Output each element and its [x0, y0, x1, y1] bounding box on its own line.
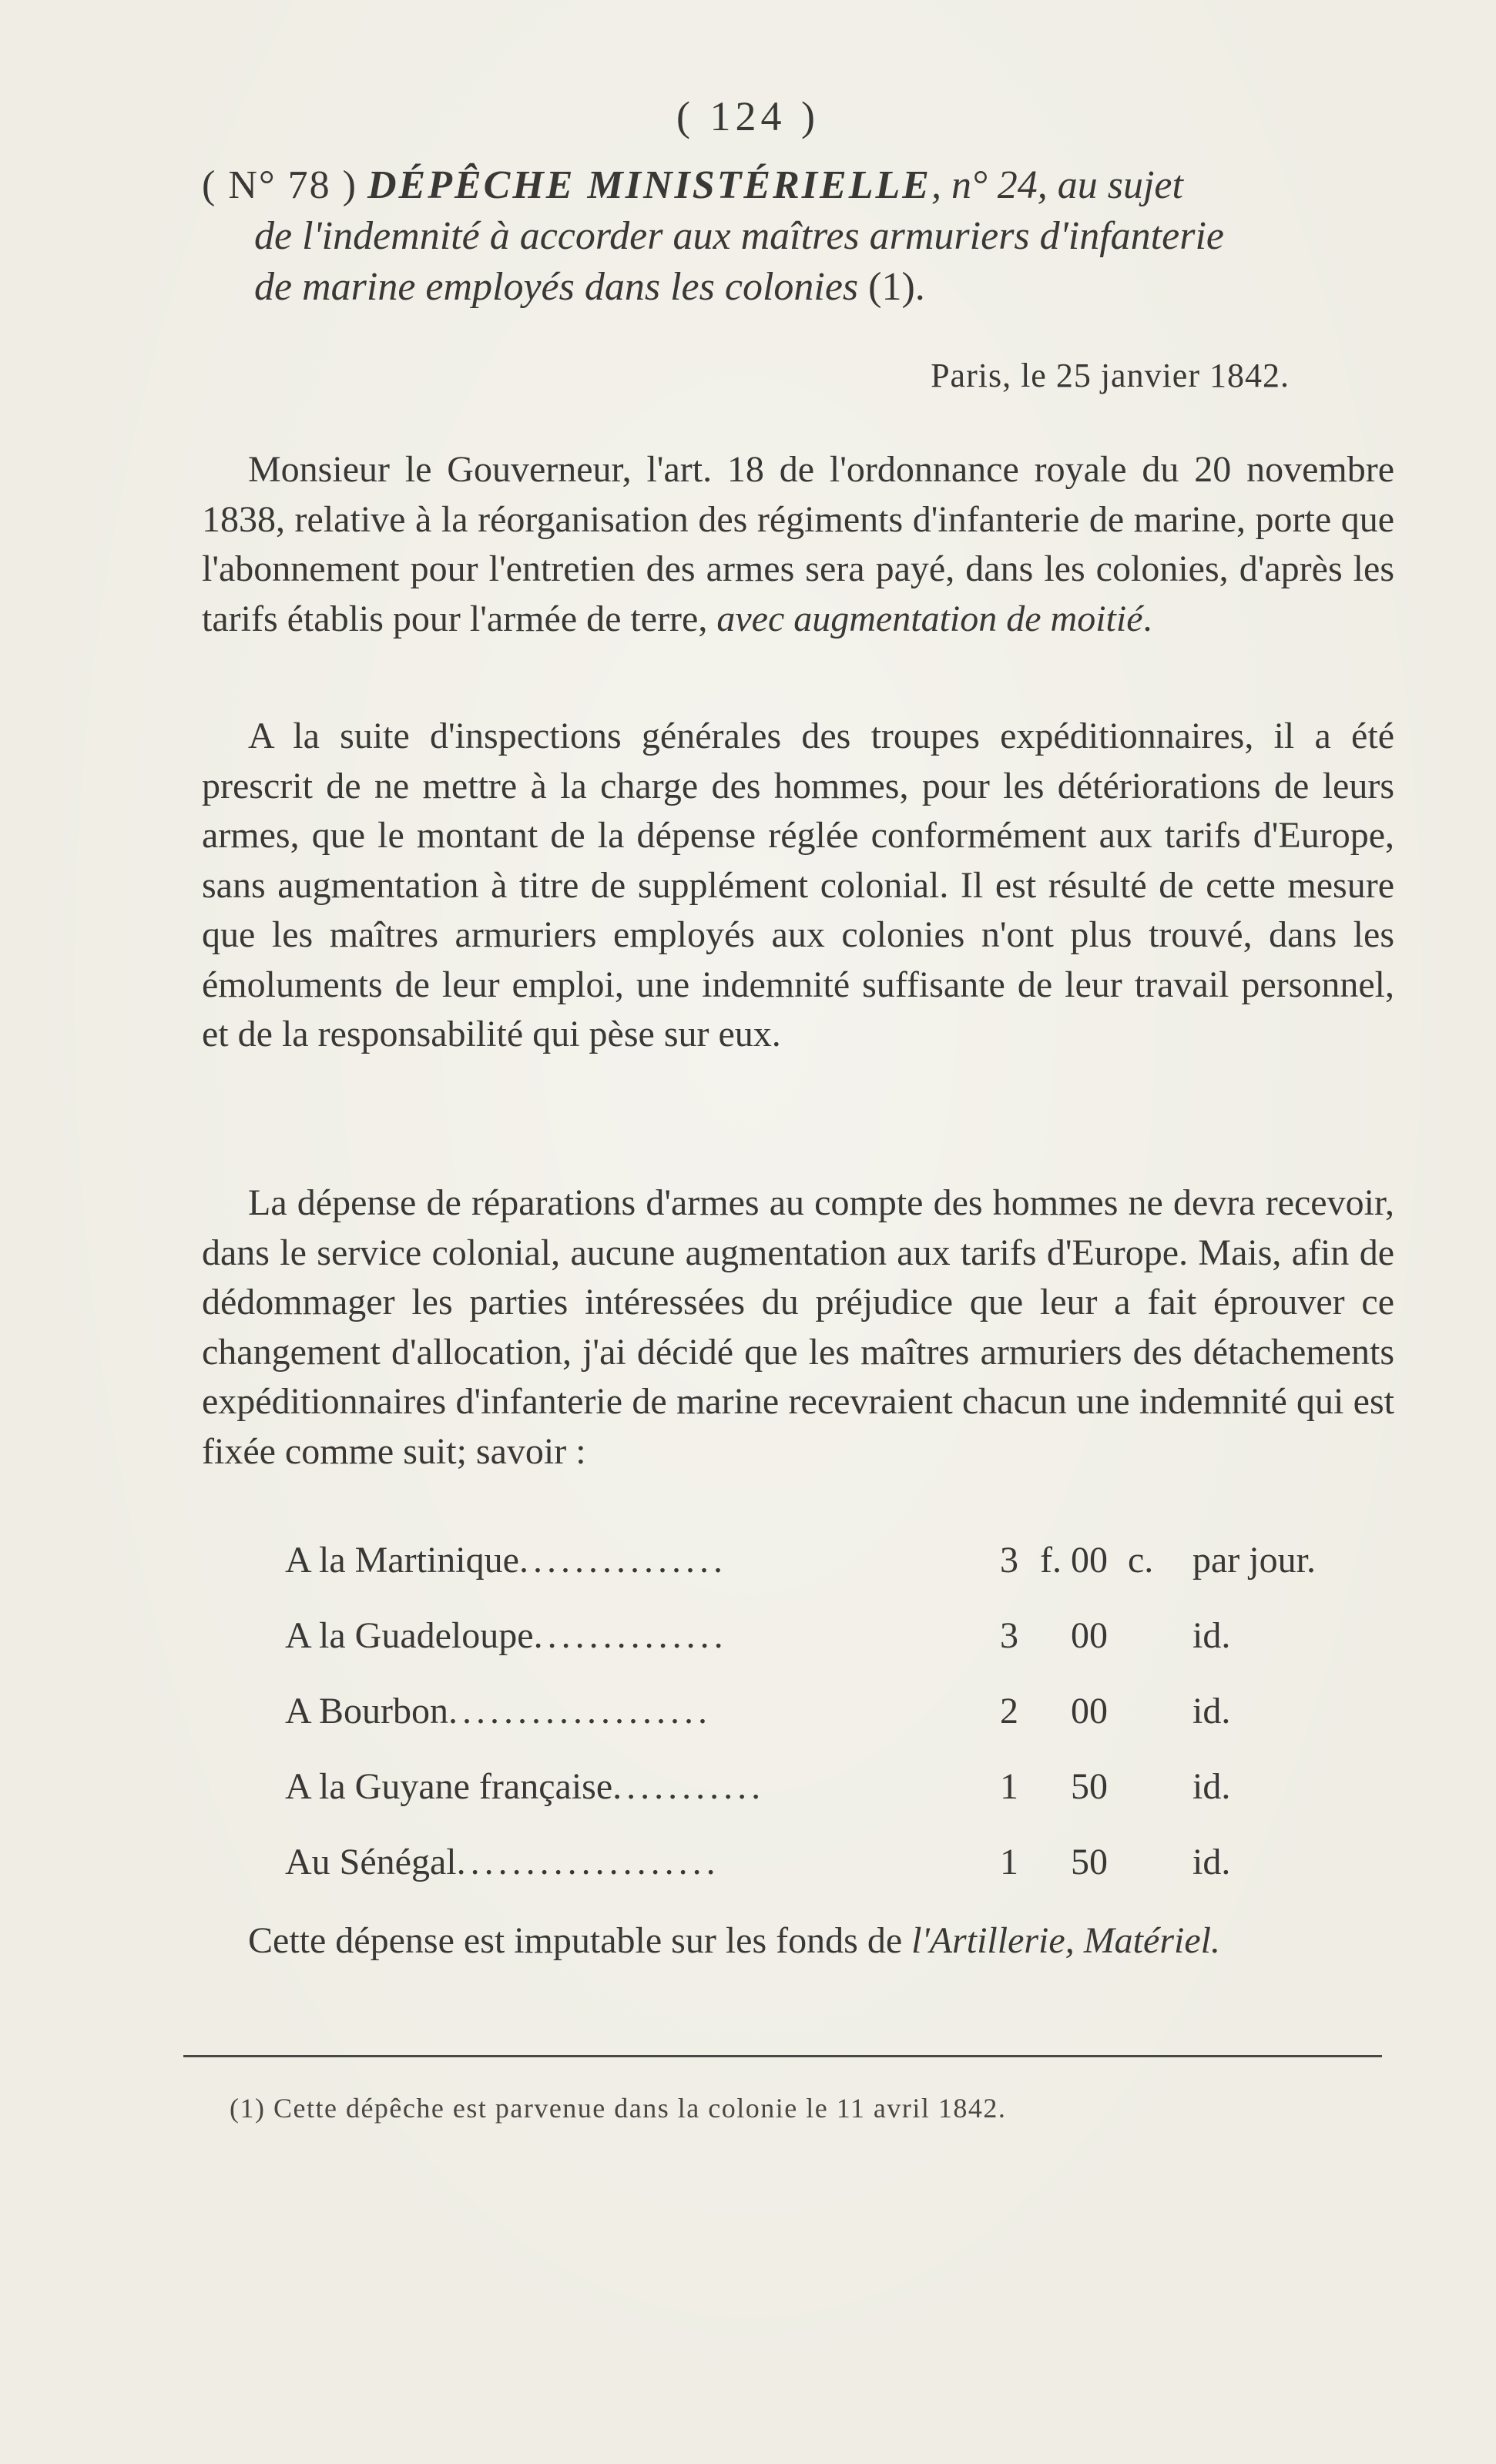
rate-period: id.	[1192, 1615, 1231, 1656]
rate-franc-unit: f.	[1040, 1540, 1062, 1581]
rate-place: A la Guyane française...........	[285, 1766, 766, 1807]
rate-place: Au Sénégal...................	[285, 1842, 720, 1882]
dispatch-title: DÉPÊCHE MINISTÉRIELLE	[367, 163, 931, 207]
rate-francs: 2	[1000, 1691, 1018, 1732]
rate-row	[285, 1841, 1402, 1916]
rate-centimes: 50	[1071, 1766, 1108, 1807]
paragraph-4-italic: l'Artillerie, Matériel.	[911, 1920, 1220, 1961]
dot-leader: ...............	[518, 1540, 727, 1581]
heading-line-3-italic: de marine employés dans les colonies	[254, 265, 859, 309]
paragraph-3	[202, 1178, 1394, 1477]
dot-leader: ..............	[533, 1615, 728, 1656]
rate-row	[285, 1765, 1402, 1841]
rate-row	[285, 1690, 1402, 1765]
heading-line-1	[202, 160, 1404, 211]
dispatch-ref: , n° 24,	[931, 163, 1048, 207]
heading-line-3	[202, 262, 1404, 313]
paragraph-1	[202, 445, 1394, 644]
heading-line-2: de l'indemnité à accorder aux maîtres armuriers d'infanterie	[254, 214, 1224, 258]
rate-place: A la Guadeloupe..............	[285, 1615, 728, 1656]
rate-centimes: 00	[1071, 1691, 1108, 1732]
dot-leader: ...................	[448, 1691, 713, 1732]
rate-place: A la Martinique...............	[285, 1540, 727, 1581]
paragraph-1-italic: avec augmentation de moitié	[716, 598, 1143, 639]
rate-period: id.	[1192, 1691, 1231, 1732]
dot-leader: ...................	[456, 1842, 720, 1882]
paragraph-1-end: .	[1142, 598, 1152, 639]
rate-row	[285, 1614, 1402, 1690]
rate-francs: 1	[1000, 1766, 1018, 1807]
paragraph-2	[202, 712, 1394, 1060]
heading-subject-start: au sujet	[1057, 163, 1183, 207]
rate-period: par jour.	[1192, 1540, 1316, 1581]
rate-francs: 1	[1000, 1842, 1018, 1882]
rate-place: A Bourbon...................	[285, 1691, 713, 1732]
dateline: Paris, le 25 janvier 1842.	[931, 357, 1290, 394]
dispatch-number: ( N° 78 )	[202, 163, 357, 207]
rate-period: id.	[1192, 1766, 1231, 1807]
rate-francs: 3	[1000, 1540, 1018, 1581]
rates-table	[285, 1539, 1402, 1916]
paragraph-4	[202, 1916, 1394, 1966]
rate-centimes: 00	[1071, 1540, 1108, 1581]
rate-period: id.	[1192, 1842, 1231, 1882]
footnote-rule	[183, 2055, 1382, 2057]
heading-footnote-marker: (1).	[868, 265, 925, 309]
rate-centimes: 00	[1071, 1615, 1108, 1656]
rate-centimes: 50	[1071, 1842, 1108, 1882]
document-heading	[202, 160, 1404, 313]
paragraph-4-text: Cette dépense est imputable sur les fonds de	[248, 1920, 903, 1961]
paragraph-1-text: Monsieur le Gouverneur, l'art. 18 de l'ordonnance royale du 20 novembre 1838, relative à la réorganisation des régiments d'infanterie de marine, porte que l'abonnement pour l'entretien des armes sera payé, dans les colonies, d'après les tarifs établis pour l'armée de terre,	[202, 449, 1394, 639]
rate-row	[285, 1539, 1402, 1614]
page-number: ( 124 )	[676, 93, 820, 139]
paragraph-3-text: La dépense de réparations d'armes au compte des hommes ne devra recevoir, dans le service colonial, aucune augmentation aux tarifs d'Europe. Mais, afin de dédommager les parties intéressées du préjudice que leur a fait éprouver ce changement d'allocation, j'ai décidé que les maîtres armuriers des détachements expéditionnaires d'infanterie de marine recevraient chacun une indemnité qui est fixée comme suit; savoir :	[202, 1182, 1394, 1472]
footnote: (1) Cette dépêche est parvenue dans la colonie le 11 avril 1842.	[230, 2093, 1007, 2124]
rate-centime-unit: c.	[1128, 1540, 1154, 1581]
dot-leader: ...........	[612, 1766, 766, 1807]
rate-francs: 3	[1000, 1615, 1018, 1656]
paragraph-2-text: A la suite d'inspections générales des troupes expéditionnaires, il a été prescrit de ne mettre à la charge des hommes, pour les détériorations de leurs armes, que le montant de la dépense réglée conformément aux tarifs d'Europe, sans augmentation à titre de supplément colonial. Il est résulté de cette mesure que les maîtres armuriers employés aux colonies n'ont plus trouvé, dans les émoluments de leur emploi, une indemnité suffisante de leur travail personnel, et de la responsabilité qui pèse sur eux.	[202, 716, 1394, 1054]
